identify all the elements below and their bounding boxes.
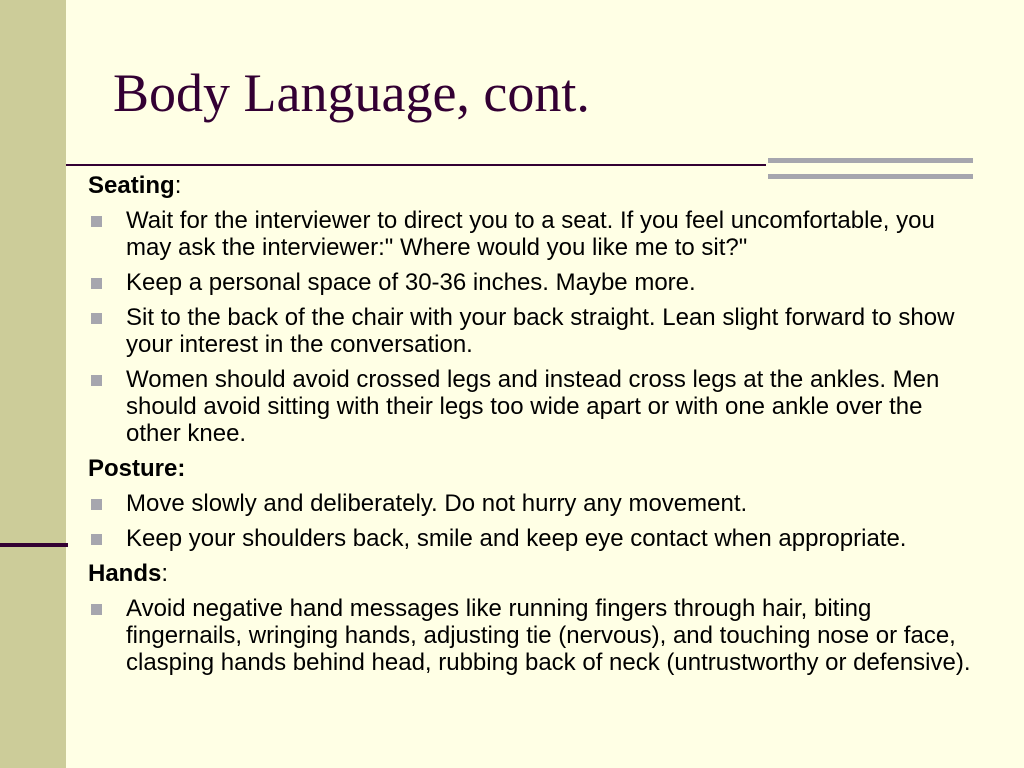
bullet-text: Wait for the interviewer to direct you to a seat. If you feel uncomfortable, you may ask the interviewer:" Where would you like me to sit?" bbox=[126, 207, 935, 261]
bullet-text: Keep your shoulders back, smile and keep eye contact when appropriate. bbox=[126, 525, 907, 552]
square-bullet-icon bbox=[91, 499, 102, 510]
square-bullet-icon bbox=[91, 278, 102, 289]
slide-title: Body Language, cont. bbox=[113, 63, 590, 123]
section-heading-suffix: : bbox=[161, 560, 169, 587]
section-heading bbox=[88, 560, 978, 587]
bullet-text: Keep a personal space of 30-36 inches. Maybe more. bbox=[126, 269, 696, 296]
bullet-item bbox=[88, 525, 978, 552]
section-heading bbox=[88, 172, 978, 199]
square-bullet-icon bbox=[91, 534, 102, 545]
section-heading-label: Hands bbox=[88, 560, 162, 587]
bullet-item bbox=[88, 207, 978, 261]
bullet-item bbox=[88, 490, 978, 517]
bullet-list bbox=[88, 207, 978, 447]
bullet-item bbox=[88, 595, 978, 676]
side-band bbox=[0, 0, 66, 768]
side-tick-rule bbox=[0, 543, 68, 547]
title-rule bbox=[66, 164, 766, 166]
bullet-list bbox=[88, 490, 978, 552]
section-heading-label: Seating bbox=[88, 172, 175, 199]
bullet-item bbox=[88, 366, 978, 447]
section-seating bbox=[88, 172, 978, 447]
section-heading-suffix: : bbox=[174, 172, 182, 199]
section-heading bbox=[88, 455, 978, 482]
bullet-text: Women should avoid crossed legs and instead cross legs at the ankles. Men should avoid sitting with their legs too wide apart or with one ankle over the other knee. bbox=[126, 366, 940, 447]
section-hands bbox=[88, 560, 978, 676]
bullet-item bbox=[88, 269, 978, 296]
square-bullet-icon bbox=[91, 604, 102, 615]
square-bullet-icon bbox=[91, 216, 102, 227]
bullet-text: Move slowly and deliberately. Do not hurry any movement. bbox=[126, 490, 748, 517]
slide-content bbox=[88, 172, 978, 684]
square-bullet-icon bbox=[91, 375, 102, 386]
square-bullet-icon bbox=[91, 313, 102, 324]
accent-bar-top bbox=[768, 158, 973, 163]
bullet-list bbox=[88, 595, 978, 676]
bullet-text: Avoid negative hand messages like running fingers through hair, biting fingernails, wringing hands, adjusting tie (nervous), and touching nose or face, clasping hands behind head, rubbing back of neck (untrustworthy or defensive). bbox=[126, 595, 971, 676]
section-posture bbox=[88, 455, 978, 552]
bullet-text: Sit to the back of the chair with your back straight. Lean slight forward to show your interest in the conversation. bbox=[126, 304, 955, 358]
bullet-item bbox=[88, 304, 978, 358]
section-heading-label: Posture: bbox=[88, 455, 186, 482]
